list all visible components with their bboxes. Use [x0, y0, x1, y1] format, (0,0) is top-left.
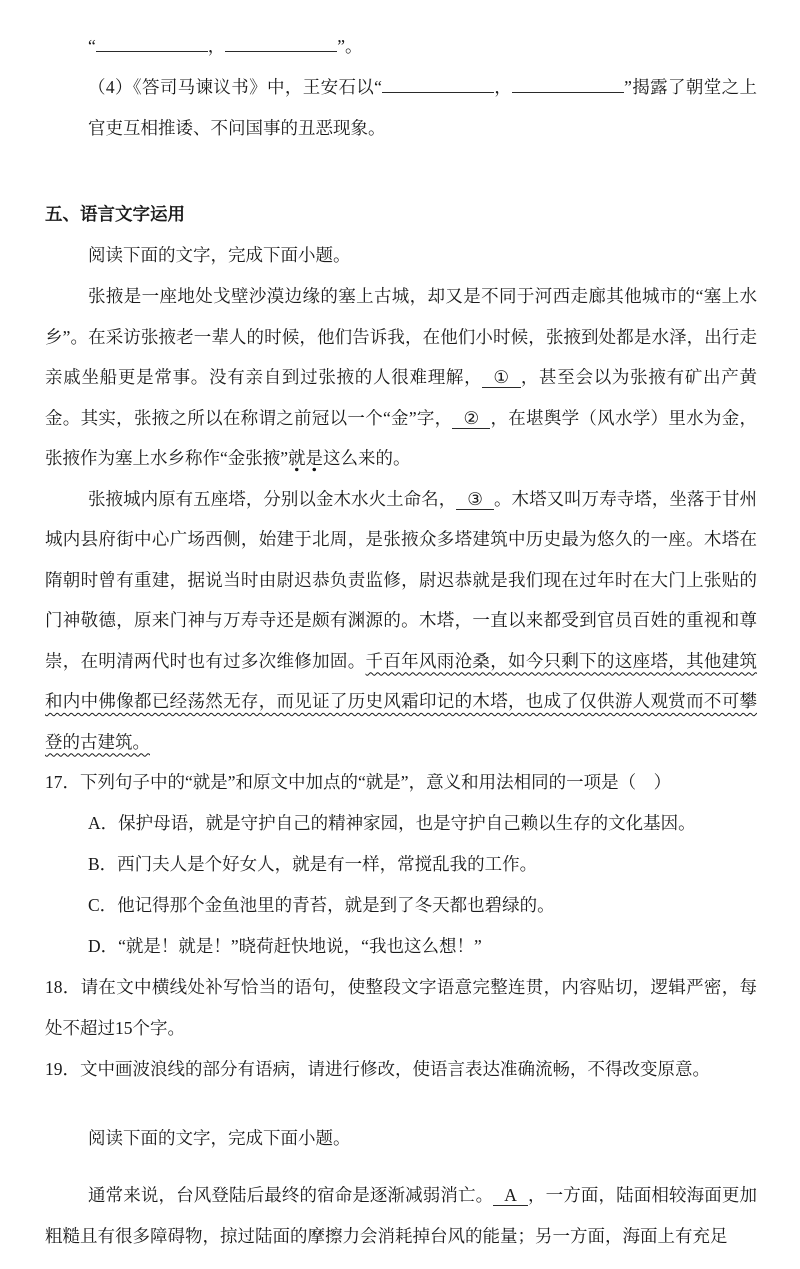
question-18: 18．请在文中横线处补写恰当的语句，使整段文字语意完整连贯，内容贴切，逻辑严密，每处不超过15个字。: [45, 977, 757, 1038]
question-17-option-c: C．他记得那个金鱼池里的青苔，就是到了冬天都也碧绿的。: [88, 895, 555, 915]
reading-instruction-2: 阅读下面的文字，完成下面小题。: [88, 1128, 351, 1148]
text-segment: 张掖城内原有五座塔，分别以金木水火土命名，: [88, 488, 457, 509]
text-segment: 通常来说，台风登陆后最终的宿命是逐渐减弱消亡。: [88, 1185, 494, 1205]
segment-blankline: [96, 37, 208, 52]
text-segment: ，甚至会以为张掖有矿出产黄金。其实，张掖之所以在称谓之前冠以一个“金”字，: [45, 367, 758, 428]
text-segment: 张掖是一座地处戈壁沙漠边缘的塞上古城，却又是不同于河西走廊其他城市的“塞上水乡”。在采访张掖老一辈人的时候，他们告诉我，在他们小时候，张掖到处都是水泽，出行走亲戚坐船更是常事。没有亲自到过张掖的人很难理解，: [45, 286, 757, 387]
passage-typhoon-para-1: [45, 1175, 757, 1256]
question-17-option-b: B．西门夫人是个好女人，就是有一样，常搅乱我的工作。: [88, 854, 538, 874]
dictation-question-4: [88, 67, 757, 149]
text-segment: 这么来的。: [323, 448, 411, 468]
question-17-option-a: A．保护母语，就是守护自己的精神家园，也是守护自己赖以生存的文化基因。: [88, 813, 696, 833]
text-segment: “: [88, 36, 96, 56]
passage-zhangye-para-1: [45, 276, 757, 479]
question-19: 19．文中画波浪线的部分有语病，请进行修改，使语言表达准确流畅，不得改变原意。: [45, 1059, 710, 1079]
text-segment: ，一方面，陆面相较海面更加粗糙且有很多障碍物，掠过陆面的摩擦力会消耗掉台风的能量；另一方面，海面上有充足: [45, 1185, 758, 1246]
segment-blanknum: ③: [456, 489, 494, 510]
section-5-heading: 五、语言文字运用: [45, 204, 185, 224]
text-segment: ”揭露了朝堂之上官吏互相推诿、不问国事的丑恶现象。: [88, 77, 757, 138]
segment-blanknum: ①: [482, 367, 520, 388]
text-segment: （4）《答司马谏议书》中，王安石以“: [88, 77, 382, 97]
dictation-answer-blank-line: [88, 26, 757, 67]
passage-zhangye-para-2: [45, 479, 757, 763]
text-segment: ”。: [337, 36, 363, 56]
reading-instruction-1: 阅读下面的文字，完成下面小题。: [88, 245, 351, 265]
text-segment: ，在堪舆学（风水学）里水为金，张掖作为塞上水乡称作“金张掖”: [45, 407, 757, 468]
text-segment: 。木塔又叫万寿寺塔，坐落于甘州城内县府街中心广场西侧，始建于北周，是张掖众多塔建筑中历史最为悠久的一座。木塔在隋朝时曾有重建，据说当时由尉迟恭负责监修，尉迟恭就是我们现在过年时在大门上张贴的门神敬德，原来门神与万寿寺还是颇有渊源的。木塔，一直以来都受到官员百姓的重视和尊崇，在明清两代时也有过多次维修加固。: [45, 488, 758, 671]
text-segment: ，: [207, 36, 226, 56]
segment-blankline: [225, 37, 337, 52]
segment-dots: 就是: [288, 448, 323, 472]
segment-blankline: [512, 78, 624, 93]
segment-blanknum: ②: [452, 408, 490, 429]
segment-blankline: [382, 78, 494, 93]
text-segment: ，: [493, 77, 513, 97]
question-17-stem: 17．下列句子中的“就是”和原文中加点的“就是”，意义和用法相同的一项是（ ）: [45, 772, 672, 792]
segment-blanknum: A: [493, 1185, 528, 1206]
question-17-option-d: D．“就是！就是！”晓荷赶快地说，“我也这么想！”: [88, 936, 482, 956]
segment-wavy: 千百年风雨沧桑，如今只剩下的这座塔，其他建筑和内中佛像都已经荡然无存，而见证了历史风霜印记的木塔，也成了仅供游人观赏而不可攀登的古建筑。: [45, 650, 758, 752]
